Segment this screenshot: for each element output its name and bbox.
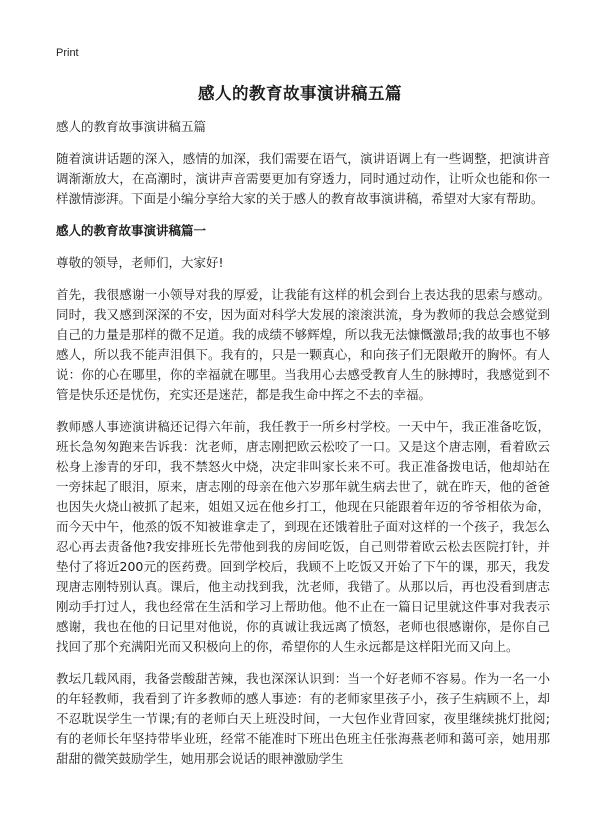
body-paragraph: 教坛几载风雨，我备尝酸甜苦辣，我也深深认识到：当一个好老师不容易。作为一名一小的年轻教师，我看到了许多教师的感人事迹：有的老师家里孩子小，孩子生病顾不上，却不忍耽误学生一节课;有的老师白天上班没时间，一大包作业背回家，夜里继续挑灯批阅;有的老师长年坚持带毕业班，经常不能准时下班出色班主任张海燕老师和蔼可亲，她用那甜甜的微笑鼓励学生，她用那会说话的眼神激励学生 bbox=[56, 671, 550, 766]
document-subtitle: 感人的教育故事演讲稿五篇 bbox=[56, 119, 207, 134]
print-link[interactable]: Print bbox=[56, 47, 79, 59]
document-title: 感人的教育故事演讲稿五篇 bbox=[198, 84, 402, 103]
intro-paragraph: 随着演讲话题的深入，感情的加深，我们需要在语气，演讲语调上有一些调整，把演讲音调渐渐放大，在高潮时，演讲声音需要更加有穿透力，同时通过动作，让听众也能和你一样激情澎湃。下面是小编分享给大家的关于感人的教育故事演讲稿，希望对大家有帮助。 bbox=[56, 151, 550, 206]
section-heading: 感人的教育故事演讲稿篇一 bbox=[56, 223, 207, 238]
body-paragraph: 首先，我很感谢一小领导对我的厚爱，让我能有这样的机会到台上表达我的思索与感动。同时，我又感到深深的不安，因为面对科学大发展的滚滚洪流，身为教师的我总会感觉到自己的力量是那样的微不足道。我的成绩不够辉煌，所以我无法慷慨激昂;我的故事也不够感人，所以我不能声泪俱下。我有的，只是一颗真心，和向孩子们无限敞开的胸怀。有人说：你的心在哪里，你的幸福就在哪里。当我用心去感受教育人生的脉搏时，我感觉到不管是快乐还是忧伤，充实还是迷茫，都是我生命中挥之不去的幸福。 bbox=[56, 287, 550, 402]
body-paragraph: 教师感人事迹演讲稿还记得六年前，我任教于一所乡村学校。一天中午，我正准备吃饭，班长急匆匆跑来告诉我：沈老师，唐志刚把欧云松咬了一口。又是这个唐志刚，看着欧云松身上渗青的牙印，我不禁怒火中烧，决定非叫家长来不可。我正准备拨电话，他却站在一旁抹起了眼泪，原来，唐志刚的母亲在他六岁那年就生病去世了，就在昨天，他的爸爸也因失火烧山被抓了起来，姐姐又远在他乡打工，他现在只能跟着年迈的爷爷相依为命，而今天中午，他烝的饭不知被谁拿走了，到现在还饿着肚子面对这样的一个孩子，我怎么忍心再去责备他?我安排班长先带他到我的房间吃饭，自己则带着欧云松去医院打针，并垫付了将近200元的医药费。回到学校后，我顾不上吃饭又开始了下午的课，那天，我发现唐志刚特别认真。课后，他主动找到我，沈老师，我错了。从那以后，再也没看到唐志刚动手打过人，我也经常在生活和学习上帮助他。他不止在一篇日记里就这件事对我表示感谢，我也在他的日记里对他说，你的真诚让我远离了愤怒，老师也很感谢你，是你自己找回了那个充满阳光而又积极向上的你，希望你的人生永远都是这样阳光而又向上。 bbox=[56, 419, 550, 654]
document-body bbox=[56, 117, 550, 781]
greeting-paragraph: 尊敬的领导，老师们，大家好! bbox=[56, 255, 224, 270]
